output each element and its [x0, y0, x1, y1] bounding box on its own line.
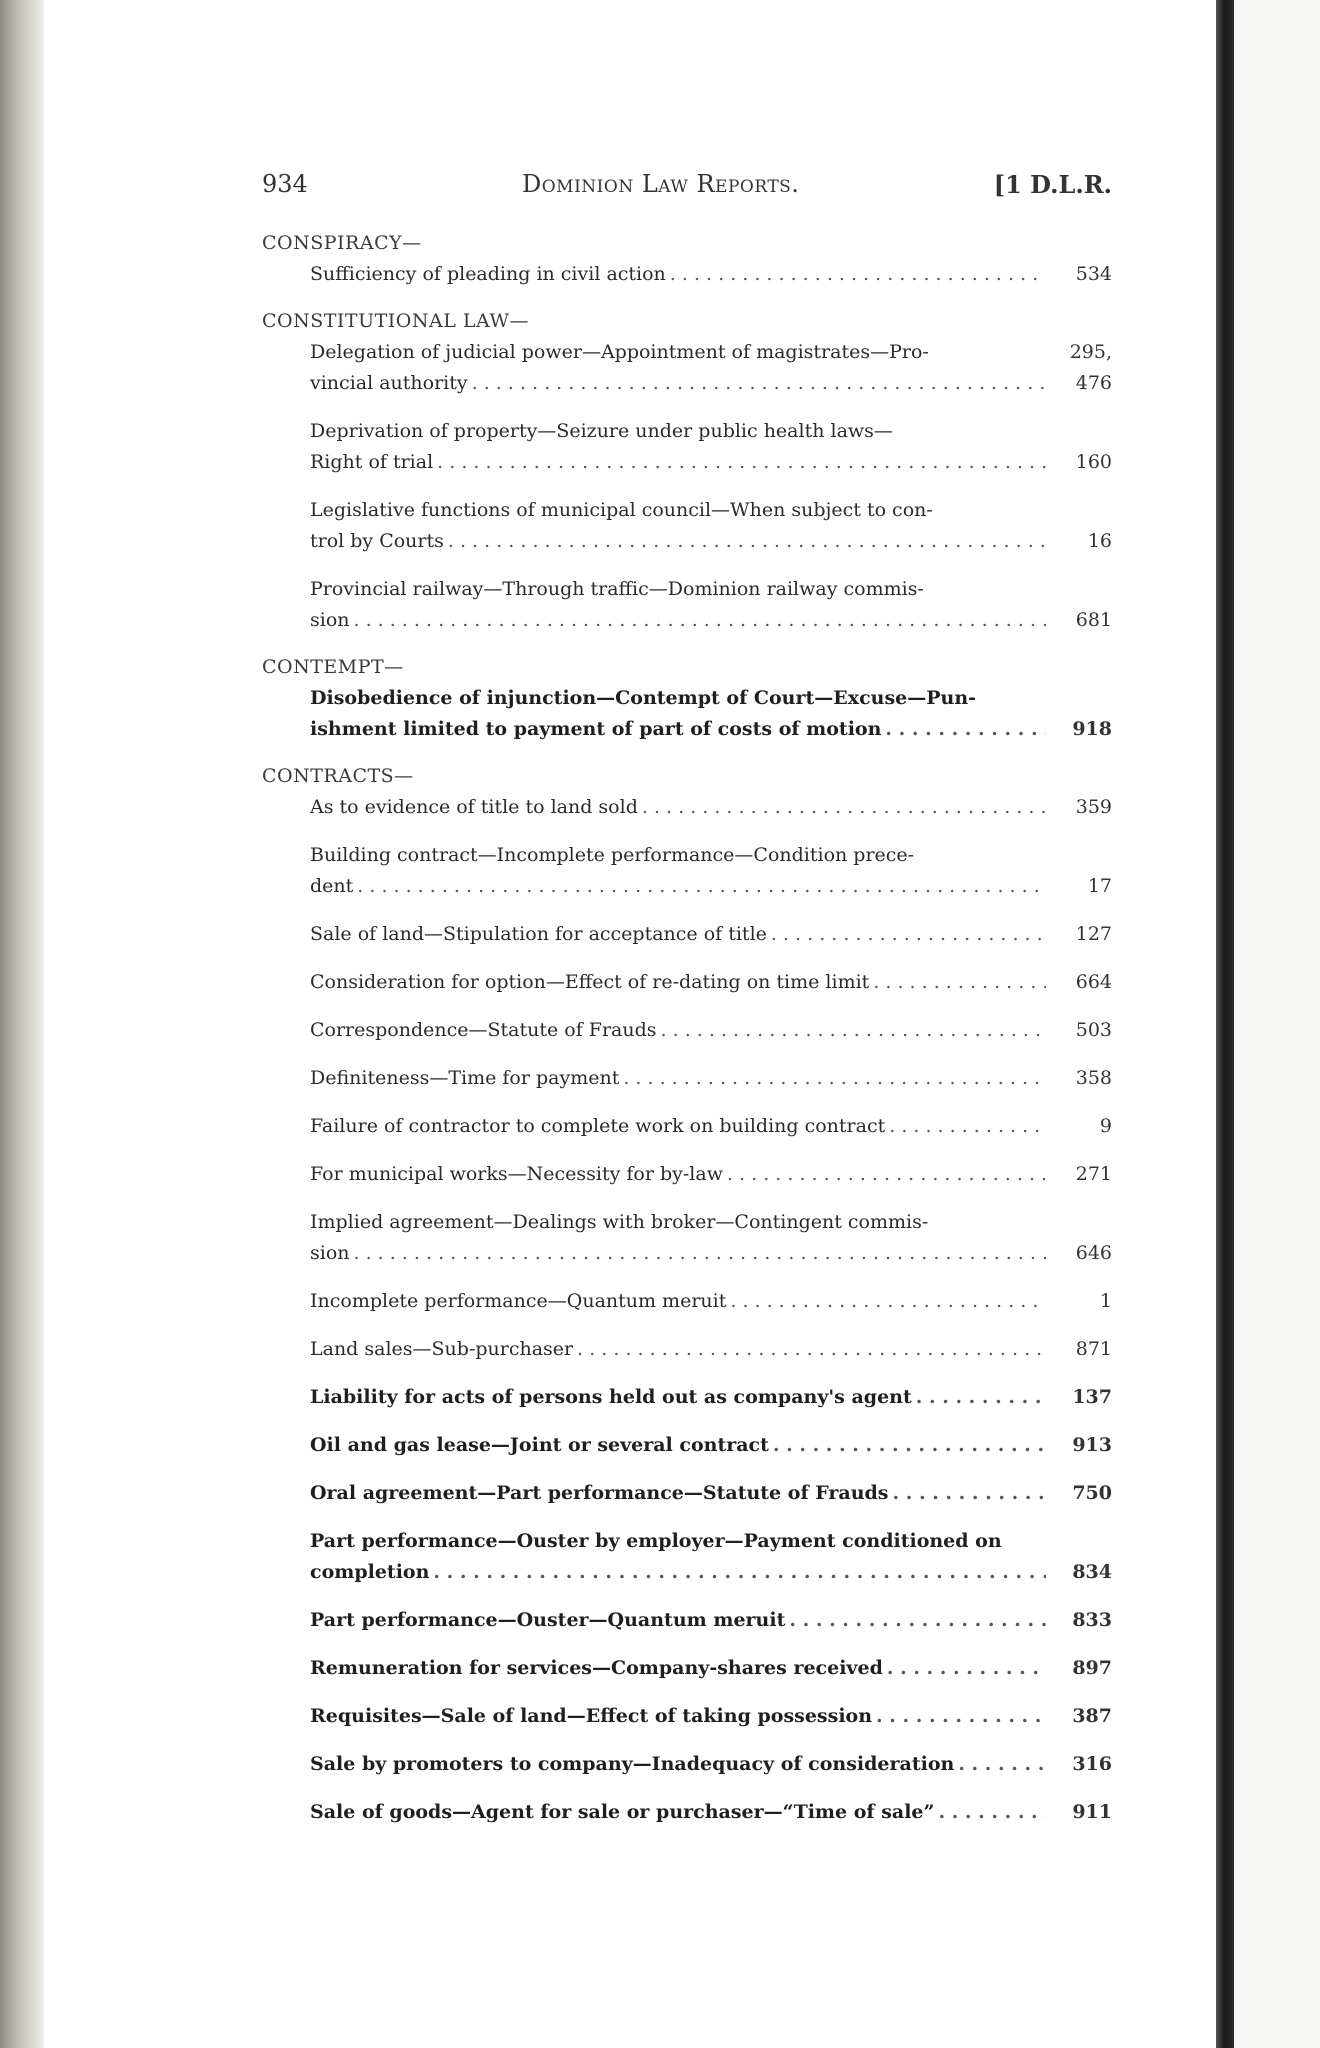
entry-text-line: Deprivation of property—Seizure under public health laws— [310, 420, 893, 442]
index-entry [310, 1159, 1112, 1190]
page-reference: 160 [1075, 451, 1112, 473]
index-entry [310, 259, 1112, 290]
page-reference: 918 [1072, 718, 1112, 740]
dot-leader [889, 1111, 1046, 1142]
entry-text: Failure of contractor to complete work on building contract [310, 1115, 886, 1137]
dot-leader [433, 1557, 1046, 1588]
section-heading: CONTEMPT— [262, 656, 404, 678]
page-reference: 750 [1072, 1482, 1112, 1504]
page-reference: 913 [1072, 1434, 1112, 1456]
dot-leader [893, 1478, 1047, 1509]
entry-text: ishment limited to payment of part of costs of motion [310, 718, 882, 740]
index-body [262, 232, 1112, 1845]
page-reference: 271 [1075, 1163, 1112, 1185]
entry-text: Requisites—Sale of land—Effect of taking possession [310, 1705, 873, 1727]
page-reference: 911 [1072, 1801, 1112, 1823]
entry-text: dent [310, 875, 354, 897]
entry-text: Oil and gas lease—Joint or several contract [310, 1434, 769, 1456]
entry-text: sion [310, 609, 350, 631]
page-reference: 387 [1072, 1705, 1112, 1727]
dot-leader [727, 1159, 1046, 1190]
page-reference: 295, 476 [1069, 341, 1112, 394]
entry-text-line: Legislative functions of municipal council—When subject to con- [310, 499, 933, 521]
index-entry [310, 1015, 1112, 1046]
index-entry [310, 495, 1112, 557]
section-heading: CONSTITUTIONAL LAW— [262, 310, 529, 332]
page-reference: 127 [1075, 923, 1112, 945]
entry-text: Remuneration for services—Company-shares received [310, 1657, 883, 1679]
entry-text-line: Part performance—Ouster by employer—Payment conditioned on [310, 1530, 1002, 1552]
index-entry [310, 1605, 1112, 1636]
index-entry [310, 967, 1112, 998]
entry-text: trol by Courts [310, 530, 444, 552]
entry-text: Sale of goods—Agent for sale or purchaser—“Time of sale” [310, 1801, 935, 1823]
index-entry [310, 1701, 1112, 1732]
publication-title: Dominion Law Reports. [522, 170, 800, 198]
dot-leader [472, 368, 1046, 399]
page-reference: 17 [1087, 875, 1112, 897]
entry-text: Land sales—Sub-purchaser [310, 1338, 574, 1360]
page-reference: 137 [1072, 1386, 1112, 1408]
entry-text: Sale of land—Stipulation for acceptance of title [310, 923, 767, 945]
dot-leader [623, 1063, 1046, 1094]
entry-text-line: Building contract—Incomplete performance—Condition prece- [310, 844, 915, 866]
dot-leader [354, 605, 1046, 636]
dot-leader [357, 871, 1046, 902]
page-reference: 897 [1072, 1657, 1112, 1679]
entry-text: completion [310, 1561, 430, 1583]
dot-leader [887, 1653, 1046, 1684]
index-entry [310, 1382, 1112, 1413]
volume-reference: [1 D.L.R. [993, 170, 1112, 199]
index-entry [310, 574, 1112, 636]
page-reference: 681 [1075, 609, 1112, 631]
index-entry [310, 1286, 1112, 1317]
page-reference: 646 [1075, 1242, 1112, 1264]
dot-leader [730, 1286, 1046, 1317]
running-header [262, 170, 1112, 206]
dot-leader [773, 1430, 1046, 1461]
document-page [262, 0, 1112, 2048]
dot-leader [885, 714, 1046, 745]
dot-leader [958, 1749, 1046, 1780]
entry-text: Definiteness—Time for payment [310, 1067, 620, 1089]
page-reference: 834 [1072, 1561, 1112, 1583]
dot-leader [448, 526, 1046, 557]
page-reference: 503 [1075, 1019, 1112, 1041]
scan-left-edge [0, 0, 44, 2048]
index-entry [310, 1526, 1112, 1588]
page-reference: 316 [1072, 1753, 1112, 1775]
entry-text: Sale by promoters to company—Inadequacy of consideration [310, 1753, 955, 1775]
dot-leader [437, 447, 1046, 478]
page-reference: 358 [1075, 1067, 1112, 1089]
index-entry [310, 1653, 1112, 1684]
dot-leader [771, 919, 1046, 950]
index-entry [310, 683, 1112, 745]
entry-text-line: Disobedience of injunction—Contempt of Court—Excuse—Pun- [310, 687, 977, 709]
dot-leader [789, 1605, 1046, 1636]
page-reference: 871 [1075, 1338, 1112, 1360]
page-reference: 9 [1099, 1115, 1112, 1137]
entry-text: For municipal works—Necessity for by-law [310, 1163, 723, 1185]
entry-text-line: Implied agreement—Dealings with broker—Contingent commis- [310, 1211, 929, 1233]
dot-leader [670, 259, 1046, 290]
index-entry [310, 1111, 1112, 1142]
entry-text: vincial authority [310, 372, 468, 394]
page-reference: 1 [1099, 1290, 1112, 1312]
page-reference: 534 [1075, 263, 1112, 285]
dot-leader [577, 1334, 1046, 1365]
entry-text: Liability for acts of persons held out as company's agent [310, 1386, 912, 1408]
index-entry [310, 919, 1112, 950]
entry-text: Oral agreement—Part performance—Statute of Frauds [310, 1482, 889, 1504]
entry-text-line: Provincial railway—Through traffic—Dominion railway commis- [310, 578, 924, 600]
page-number: 934 [262, 170, 308, 198]
dot-leader [661, 1015, 1046, 1046]
index-entry [310, 416, 1112, 478]
section-heading: CONTRACTS— [262, 765, 414, 787]
entry-text: Sufficiency of pleading in civil action [310, 263, 666, 285]
index-entry [310, 1207, 1112, 1269]
page-reference: 359 [1075, 796, 1112, 818]
page-reference: 833 [1072, 1609, 1112, 1631]
page-reference: 16 [1087, 530, 1112, 552]
dot-leader [938, 1797, 1046, 1828]
index-entry [310, 1478, 1112, 1509]
entry-text: Consideration for option—Effect of re-dating on time limit [310, 971, 870, 993]
entry-text: sion [310, 1242, 350, 1264]
entry-text: Right of trial [310, 451, 434, 473]
index-entry [310, 792, 1112, 823]
dot-leader [916, 1382, 1046, 1413]
index-entry [310, 1749, 1112, 1780]
entry-text-line: Delegation of judicial power—Appointment of magistrates—Pro- [310, 341, 929, 363]
index-entry [310, 840, 1112, 902]
index-entry [310, 1063, 1112, 1094]
index-entry [310, 337, 1112, 399]
index-entry [310, 1334, 1112, 1365]
entry-text: Incomplete performance—Quantum meruit [310, 1290, 727, 1312]
entry-text: As to evidence of title to land sold [310, 796, 638, 818]
page-reference: 664 [1075, 971, 1112, 993]
index-entry [310, 1430, 1112, 1461]
index-entry [310, 1797, 1112, 1828]
dot-leader [876, 1701, 1046, 1732]
entry-text: Part performance—Ouster—Quantum meruit [310, 1609, 786, 1631]
entry-text: Correspondence—Statute of Frauds [310, 1019, 657, 1041]
book-spine-shadow [1216, 0, 1234, 2048]
facing-page-edge [1234, 0, 1320, 2048]
dot-leader [642, 792, 1046, 823]
dot-leader [873, 967, 1046, 998]
dot-leader [354, 1238, 1046, 1269]
section-heading: CONSPIRACY— [262, 232, 422, 254]
